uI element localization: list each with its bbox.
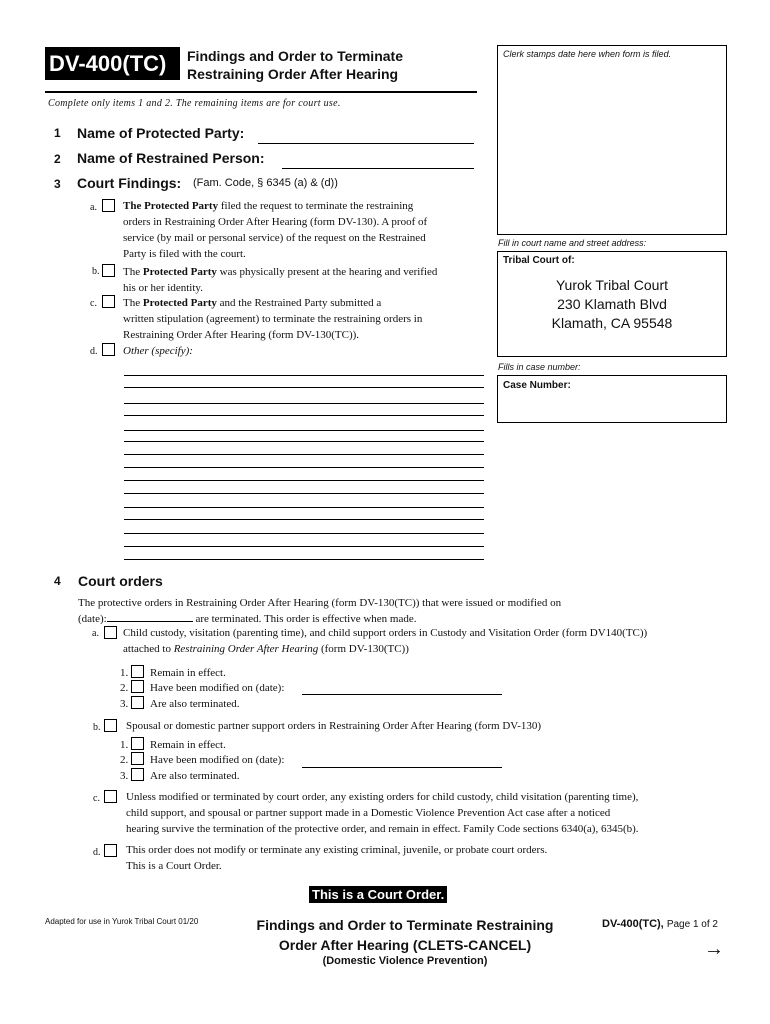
case-number-note: Fills in case number: — [498, 362, 581, 372]
finding-d-label: Other (specify): — [123, 345, 193, 357]
order-a-opt1-num: 1. — [120, 667, 129, 679]
order-b-opt2-checkbox[interactable] — [131, 752, 144, 765]
order-b-opt3-num: 3. — [120, 770, 129, 782]
finding-c-line3: Restraining Order After Hearing (form DV-130(TC)). — [123, 329, 360, 341]
order-a-line2-italic: Restraining Order After Hearing — [173, 643, 319, 655]
court-address-line1: 230 Klamath Blvd — [557, 296, 667, 312]
finding-b-line2: his or her identity. — [123, 282, 203, 294]
clerk-stamp-box — [497, 45, 727, 235]
protected-party-label: Name of Protected Party: — [77, 125, 245, 141]
finding-c-letter: c. — [90, 298, 97, 309]
form-title — [187, 47, 477, 83]
footer-adapted-note: Adapted for use in Yurok Tribal Court 01/20 — [45, 917, 199, 926]
footer-title-line2: Order After Hearing (CLETS-CANCEL) — [278, 937, 532, 953]
order-a-line2-suffix: (form DV-130(TC)) — [320, 643, 409, 655]
court-name: Yurok Tribal Court — [555, 277, 669, 293]
finding-d-checkbox[interactable] — [102, 343, 115, 356]
court-orders-label: Court orders — [78, 573, 163, 589]
order-a-line1: Child custody, visitation (parenting time), and child support orders in Custody and Visitation Order (form DV140(TC)) — [123, 627, 648, 639]
order-b-line1: Spousal or domestic partner support orders in Restraining Order After Hearing (form DV-130) — [126, 720, 542, 732]
finding-c-line2: written stipulation (agreement) to terminate the restraining orders in — [123, 313, 423, 325]
finding-a-line3: service (by mail or personal service) of the request on the Restrained — [123, 232, 426, 244]
finding-a-line2: orders in Restraining Order After Hearing (form DV-130). A proof of — [123, 216, 428, 228]
finding-a-line4: Party is filed with the court. — [123, 248, 246, 260]
form-title-line1: Findings and Order to Terminate — [187, 48, 403, 64]
restrained-person-field[interactable] — [282, 167, 474, 169]
finding-d-letter: d. — [90, 346, 98, 357]
finding-c-bold: Protected Party — [142, 297, 217, 309]
order-c-checkbox[interactable] — [104, 790, 117, 803]
order-d-checkbox[interactable] — [104, 844, 117, 857]
form-title-line2: Restraining Order After Hearing — [187, 66, 399, 82]
protected-party-field[interactable] — [258, 142, 474, 144]
finding-a-text — [123, 198, 483, 262]
order-a-opt2-label: Have been modified on (date): — [150, 682, 285, 694]
order-b-letter: b. — [93, 722, 101, 733]
order-b-opt3-label: Are also terminated. — [150, 770, 240, 782]
court-address-line2: Klamath, CA 95548 — [551, 315, 673, 331]
other-specify-lines[interactable] — [124, 374, 484, 564]
finding-a-bold: The Protected Party — [123, 200, 219, 212]
footer-subtitle: (Domestic Violence Prevention) — [322, 955, 488, 967]
order-a-opt3-label: Are also terminated. — [150, 698, 240, 710]
order-b-opt1-checkbox[interactable] — [131, 737, 144, 750]
court-orders-intro-line2: are terminated. This order is effective when made. — [195, 613, 417, 625]
court-orders-date-label: (date): — [78, 613, 107, 625]
finding-a-letter: a. — [90, 202, 97, 213]
court-name-note: Fill in court name and street address: — [498, 238, 647, 248]
order-c-text — [126, 789, 746, 837]
finding-c-checkbox[interactable] — [102, 295, 115, 308]
order-d-line2: This is a Court Order. — [126, 860, 222, 872]
finding-b-checkbox[interactable] — [102, 264, 115, 277]
order-d-letter: d. — [93, 847, 101, 858]
footer-title-line1: Findings and Order to Terminate Restraining — [256, 917, 554, 933]
finding-c-text — [123, 295, 493, 343]
order-a-line2-prefix: attached to — [123, 643, 171, 655]
finding-b-rest: was physically present at the hearing and verified — [219, 266, 438, 278]
order-d-text — [126, 842, 726, 874]
court-findings-code: (Fam. Code, § 6345 (a) & (d)) — [193, 177, 338, 189]
finding-b-text — [123, 264, 493, 296]
order-b-opt2-num: 2. — [120, 754, 129, 766]
next-page-arrow-icon[interactable]: → — [704, 938, 724, 960]
footer-form-number — [602, 918, 718, 930]
court-order-banner: This is a Court Order. — [309, 886, 447, 903]
item2-number: 2 — [54, 152, 61, 166]
order-b-opt3-checkbox[interactable] — [131, 768, 144, 781]
header-divider — [45, 91, 477, 93]
order-b-checkbox[interactable] — [104, 719, 117, 732]
item4-number: 4 — [54, 574, 61, 588]
order-a-opt3-checkbox[interactable] — [131, 696, 144, 709]
form-id-badge: DV-400(TC) — [45, 47, 180, 80]
order-b-opt1-label: Remain in effect. — [150, 739, 226, 751]
court-orders-intro — [78, 595, 678, 627]
court-orders-intro-line1: The protective orders in Restraining Order After Hearing (form DV-130(TC)) that were issued or modified on — [78, 597, 562, 609]
footer-page-number: Page 1 of 2 — [666, 919, 718, 930]
order-a-opt1-checkbox[interactable] — [131, 665, 144, 678]
finding-b-prefix: The — [123, 266, 141, 278]
case-number-label: Case Number: — [503, 380, 571, 391]
order-c-letter: c. — [93, 793, 100, 804]
order-b-modified-date-field[interactable] — [302, 766, 502, 768]
order-a-opt2-num: 2. — [120, 682, 129, 694]
finding-c-rest: and the Restrained Party submitted a — [219, 297, 382, 309]
court-label: Tribal Court of: — [503, 255, 575, 266]
clerk-stamp-note: Clerk stamps date here when form is filed. — [503, 49, 672, 59]
order-a-letter: a. — [92, 628, 99, 639]
order-c-line3: hearing survive the termination of the protective order, and remain in effect. Family Code sections 6340(a), 6345(b). — [126, 823, 639, 835]
restrained-person-label: Name of Restrained Person: — [77, 150, 265, 166]
court-orders-date-field[interactable] — [107, 611, 193, 622]
order-c-line1: Unless modified or terminated by court order, any existing orders for child custody, child visitation (parenting time), — [126, 791, 639, 803]
order-a-checkbox[interactable] — [104, 626, 117, 639]
finding-a-line1: filed the request to terminate the restraining — [220, 200, 414, 212]
footer-title — [240, 915, 570, 955]
finding-a-checkbox[interactable] — [102, 199, 115, 212]
order-a-opt1-label: Remain in effect. — [150, 667, 226, 679]
footer-form-id: DV-400(TC), — [602, 918, 664, 930]
order-b-opt1-num: 1. — [120, 739, 129, 751]
order-a-modified-date-field[interactable] — [302, 693, 502, 695]
order-b-opt2-label: Have been modified on (date): — [150, 754, 285, 766]
order-c-line2: child support, and spousal or partner support made in a Domestic Violence Prevention Act case after a noticed — [126, 807, 611, 819]
order-a-text — [123, 625, 743, 657]
finding-c-prefix: The — [123, 297, 141, 309]
order-a-opt2-checkbox[interactable] — [131, 680, 144, 693]
item1-number: 1 — [54, 126, 61, 140]
instructions-text: Complete only items 1 and 2. The remaining items are for court use. — [48, 98, 341, 109]
order-d-line1: This order does not modify or terminate any existing criminal, juvenile, or probate court orders. — [126, 844, 548, 856]
item3-number: 3 — [54, 177, 61, 191]
court-findings-label: Court Findings: — [77, 175, 182, 191]
finding-b-letter: b. — [92, 266, 100, 277]
finding-b-bold: Protected Party — [142, 266, 217, 278]
order-a-opt3-num: 3. — [120, 698, 129, 710]
